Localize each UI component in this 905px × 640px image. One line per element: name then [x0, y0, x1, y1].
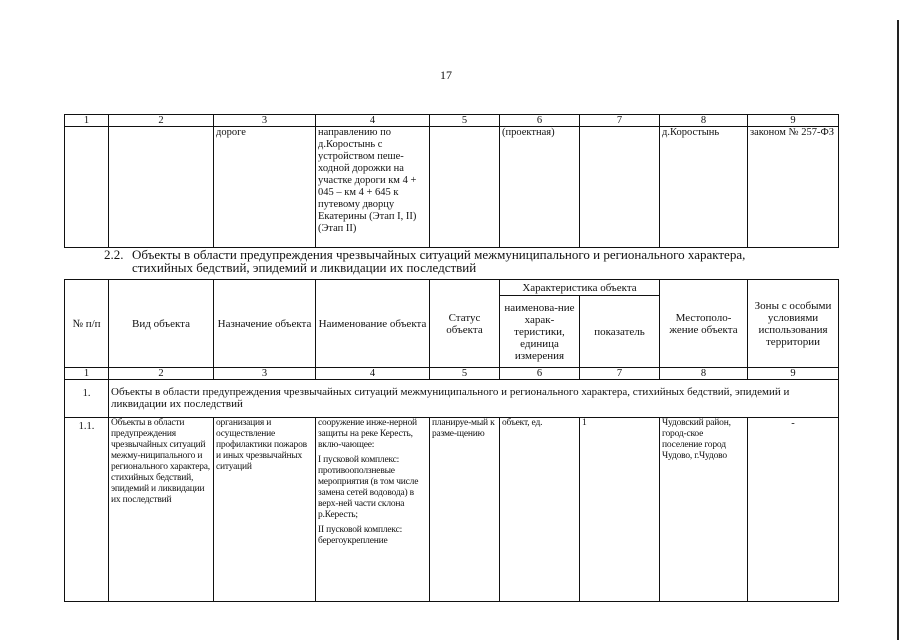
header-location: Местополо-жение объекта — [660, 280, 748, 368]
column-number: 2 — [109, 368, 214, 380]
item-name — [316, 418, 430, 602]
cell-location: д.Коростынь — [660, 127, 748, 248]
item-name-complex1: I пусковой комплекс: противооползневые мероприятия (в том числе замена сетей водовода) в верх-ней части склона р.Кересть; — [318, 455, 419, 520]
cell-status — [430, 127, 500, 248]
group-title: Объекты в области предупреждения чрезвычайных ситуаций межмуниципального и регионального характера, стихийных бедствий, эпидемий и ликвидации их последствий — [109, 380, 839, 418]
header-num: № п/п — [65, 280, 109, 368]
scan-edge-line — [897, 20, 899, 640]
item-zones: - — [748, 418, 839, 602]
column-number: 6 — [500, 368, 580, 380]
group-row — [65, 380, 839, 418]
main-table — [64, 279, 839, 602]
column-number: 5 — [430, 368, 500, 380]
column-number: 5 — [430, 115, 500, 127]
item-name-intro: сооружение инже-нерной защиты на реке Кересть, вклю-чающее: — [318, 418, 417, 450]
header-name: Наименование объекта — [316, 280, 430, 368]
column-number: 3 — [214, 115, 316, 127]
group-num: 1. — [65, 380, 109, 418]
column-number: 9 — [748, 368, 839, 380]
column-number: 9 — [748, 115, 839, 127]
column-number: 6 — [500, 115, 580, 127]
item-location: Чудовский район, город-ское поселение город Чудово, г.Чудово — [660, 418, 748, 602]
header-char-value: показатель — [580, 296, 660, 368]
header-status: Статус объекта — [430, 280, 500, 368]
section-heading — [104, 248, 844, 274]
header-purpose: Назначение объекта — [214, 280, 316, 368]
cell-num — [65, 127, 109, 248]
section-title-line1: Объекты в области предупреждения чрезвычайных ситуаций межмуниципального и регионального характера, — [132, 247, 746, 262]
item-status: планируе-мый к разме-щению — [430, 418, 500, 602]
header-row — [65, 280, 839, 296]
section-number: 2.2. — [104, 247, 124, 262]
item-name-complex2: II пусковой комплекс: берегоукрепление — [318, 525, 403, 546]
header-characteristics: Характеристика объекта — [500, 280, 660, 296]
header-zones: Зоны с особыми условиями использования территории — [748, 280, 839, 368]
column-number: 8 — [660, 115, 748, 127]
cell-char-name: (проектная) — [500, 127, 580, 248]
continued-table — [64, 114, 839, 248]
cell-purpose: дороге — [214, 127, 316, 248]
column-number: 4 — [316, 115, 430, 127]
table-row — [65, 127, 839, 248]
item-num: 1.1. — [65, 418, 109, 602]
column-number: 4 — [316, 368, 430, 380]
item-char-name: объект, ед. — [500, 418, 580, 602]
section-title-line2: стихийных бедствий, эпидемий и ликвидации их последствий — [132, 260, 477, 275]
item-purpose: организация и осуществление профилактики пожаров и иных чрезвычайных ситуаций — [214, 418, 316, 602]
cell-name: направлению по д.Коростынь с устройством пеше-ходной дорожки на участке дороги км 4 + 045 – км 4 + 645 к путевому дворцу Екатерины (Этап I, II) (Этап II) — [316, 127, 430, 248]
cell-zones: законом № 257-ФЗ — [748, 127, 839, 248]
cell-type — [109, 127, 214, 248]
page-number: 17 — [440, 68, 452, 82]
column-number: 2 — [109, 115, 214, 127]
header-char-name: наименова-ние харак-теристики, единица измерения — [500, 296, 580, 368]
header-type: Вид объекта — [109, 280, 214, 368]
item-type: Объекты в области предупреждения чрезвычайных ситуаций межму-ниципального и регионального характера, стихийных бедствий, эпидемий и ликвидации их последствий — [109, 418, 214, 602]
column-number: 7 — [580, 368, 660, 380]
column-number-row — [65, 368, 839, 380]
column-number: 8 — [660, 368, 748, 380]
item-char-value: 1 — [580, 418, 660, 602]
column-number-row — [65, 115, 839, 127]
table-row — [65, 418, 839, 602]
column-number: 3 — [214, 368, 316, 380]
column-number: 7 — [580, 115, 660, 127]
cell-char-value — [580, 127, 660, 248]
column-number: 1 — [65, 368, 109, 380]
column-number: 1 — [65, 115, 109, 127]
